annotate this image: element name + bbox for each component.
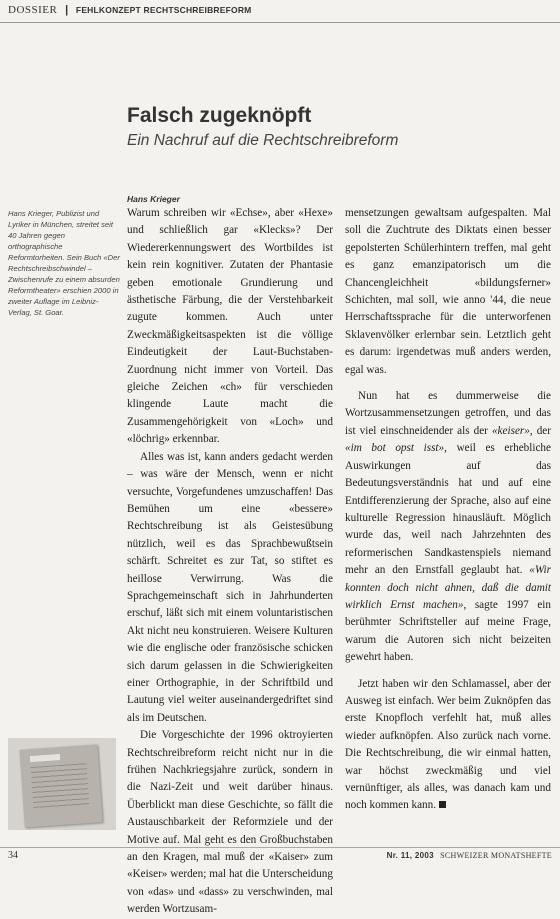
author-name: Hans Krieger [127,194,180,204]
header-rule [0,22,560,23]
paragraph [345,388,551,667]
author-bio: Hans Krieger, Publizist und Lyriker in München, streitet seit 40 Jahren gegen orthographische Reformtorheiten. Sein Buch «Der Rechtschreibschwindel – Zwischenrufe zu einem absurden Reformtheater» erschien 2000 in zweiter Auflage im Leibniz-Verlag, St. Goar. [8,209,120,317]
journal-name: SCHWEIZER MONATSHEFTE [440,851,552,860]
page-number: 34 [8,850,18,861]
article-title: Falsch zugeknöpft [127,104,312,127]
header-separator: | [65,4,69,16]
text-run: , sagte 1997 ein berühmter Schriftsteller auf meine Frage, warum die Autoren sich nicht beizeiten gewehrt haben. [345,598,552,664]
book-cover-image [8,738,116,830]
book-text-lines [31,763,90,811]
paragraph: mensetzungen gewaltsam aufgespalten. Mal soll die Zuchtrute des Diktats einen besser gepolsterten Schülerhintern treffen, mal geht es ganz emanzipatorisch um die Chancengleichheit «bildungsferner» Schichten, mal soll, wie anno '44, die neue Herrschaftssprache für die unterworfenen Sklavenvölker erlernbar sein. Letztlich geht es darum: irgendetwas muß anders werden, egal was. [345,207,551,376]
paragraph: Warum schreiben wir «Echse», aber «Hexe» und schließlich gar «Klecks»? Der Wiedererkennungswert des Wortbildes ist kein rein kognitiver. Zutaten der Phantasie geben emotionale Grundierung und ästhetische Färbung, die der Verstehbarkeit zugute kommen. Auch unter Zweckmäßigkeitsaspekten ist die völlige Eindeutigkeit der Laut-Buchstaben-Zuordnung nicht immer von Vorteil. Das gleiche Zeichen «ch» für verschieden klingende Laute macht die Zusammengehörigkeit von «Loch» und «löchrig» erkennbar. [127,207,333,446]
issue-number: Nr. 11, 2003 [386,851,434,860]
text-column-right [345,205,551,815]
book-package [19,744,102,827]
paragraph: Die Vorgeschichte der 1996 oktroyierten Rechtschreibreform reicht nicht nur in die frühen Nachkriegsjahre zurück, sondern in die Nazi-Zeit und weit darüber hinaus. Überblickt man diese Geschichte, so fällt die Austauschbarkeit der Reformziele und der Motive auf. Mal geht es den Großbuchstaben an den Kragen, mal muß der «Kaiser» zum «Keiser» werden; mal hat die Unterscheidung von «das» und «dass» zu verschwinden, mal werden Wortzusam- [127,729,333,916]
running-header [8,4,251,16]
italic-quote: «Wir konnten doch nicht ahnen, daß die damit wirklich Ernst machen» [345,564,551,611]
topic-label: FEHLKONZEPT RECHTSCHREIBREFORM [75,5,252,15]
article-subtitle: Ein Nachruf auf die Rechtschreibreform [127,132,399,149]
text-run: , der [529,424,551,437]
section-label: DOSSIER [8,4,58,16]
book-label [30,754,60,762]
text-run: , weil es erhebliche Auswirkungen auf das Bedeutungsverständnis hat und auf eine Entdifferenzierung der Sprache, also auf eine kulturelle Regression hinausläuft. Möglich wurde das, weil nach Jahrzehnten des reformerischen Sandkastenspiels niemand mehr an den Ernstfall geglaubt hat. [345,442,551,577]
italic-quote: «im bot opst isst» [345,442,445,455]
text-column-left [127,205,333,919]
issue-info [387,851,552,860]
text-run: Nun hat es dummerweise die Wortzusammensetzungen getroffen, und das ist viel einschneidender als der [345,390,551,437]
paragraph [345,676,551,815]
text-run: Jetzt haben wir den Schlamassel, aber der Ausweg ist einfach. Wer beim Zuknöpfen das erste Knopfloch verfehlt hat, muß alles wieder aufknöpfen. Also zurück nach vorne. Die Rechtschreibung, die wir einmal hatten, war höchst zweckmäßig und viel vernünftiger, als alles, was danach kam und noch kommen kann. [345,677,551,812]
end-mark-icon [439,801,446,808]
paragraph: Alles was ist, kann anders gedacht werden – was wäre der Mensch, wenn er nicht versuchte, Vorgefundenes umzuschaffen! Das Bemühen um eine «bessere» Rechtschreibung ist als Geistesübung nützlich, weil es das Sprachbewußtsein schärft. Schreitet es zur Tat, so stiftet es heillose Verwirrung. Was die Sprachgemeinschaft sich in Jahrhunderten erschuf, läßt sich mit einem voluntaristischen Akt nicht neu konstruieren. Weisere Kulturen wie die englische oder französische schicken sich darum gelassen in die Schwierigkeiten einer Orthographie, in der Schriftbild und Lautung viel weiter auseinandergedriftet sind als im Deutschen. [127,450,333,724]
footer-rule [0,847,560,848]
italic-quote: «keiser» [491,424,530,437]
